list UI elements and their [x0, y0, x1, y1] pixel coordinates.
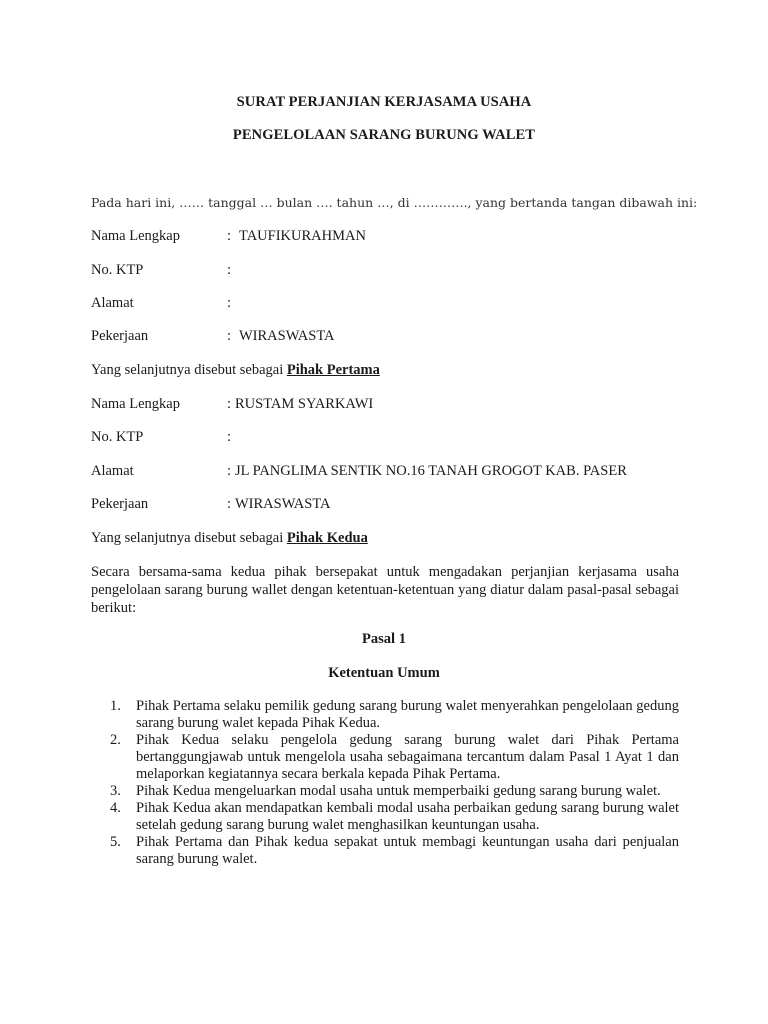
field-value: RUSTAM SYARKAWI	[235, 396, 374, 412]
party1-label: Pihak Pertama	[286, 362, 380, 378]
intro-text: Pada hari ini, …… tanggal … bulan …. tahun …, di …………., yang bertanda tangan dibawah ini:	[91, 195, 698, 210]
party1-designation	[91, 362, 380, 379]
pasal-title: Pasal 1	[362, 631, 406, 647]
field-value: TAUFIKURAHMAN	[239, 228, 366, 244]
list-text: Pihak Pertama dan Pihak kedua sepakat untuk membagi keuntungan usaha dari penjualan sarang burung walet.	[136, 834, 679, 867]
pasal1-list	[91, 698, 679, 868]
field-separator: :	[227, 496, 232, 512]
list-text: Pihak Kedua akan mendapatkan kembali modal usaha perbaikan gedung sarang burung walet setelah gedung sarang burung walet menghasilkan keuntungan usaha.	[136, 800, 679, 833]
field-separator: :	[227, 295, 232, 311]
list-item	[91, 698, 679, 732]
field-label: Alamat	[91, 295, 134, 311]
document-subtitle: PENGELOLAAN SARANG BURUNG WALET	[232, 127, 536, 143]
field-label: Nama Lengkap	[91, 396, 180, 412]
field-label: No. KTP	[91, 429, 144, 445]
list-number: 3.	[110, 783, 121, 799]
designation-prefix: Yang selanjutnya disebut sebagai	[91, 362, 287, 378]
field-separator: :	[227, 262, 232, 278]
party2-label: Pihak Kedua	[286, 530, 368, 546]
list-number: 5.	[110, 834, 121, 850]
field-label: Alamat	[91, 463, 134, 479]
field-label: No. KTP	[91, 262, 144, 278]
list-item	[91, 783, 679, 800]
field-separator: :	[227, 328, 232, 344]
list-number: 4.	[110, 800, 121, 816]
agreement-paragraph: Secara bersama-sama kedua pihak bersepakat untuk mengadakan perjanjian kerjasama usaha pengelolaan sarang burung wallet dengan ketentuan-ketentuan yang diatur dalam pasal-pasal sebagai berikut:	[91, 564, 679, 616]
field-separator: :	[227, 396, 232, 412]
list-text: Pihak Kedua selaku pengelola gedung sarang burung walet dari Pihak Pertama bertanggungjawab untuk mengelola usaha sebagaimana tercantum dalam Pasal 1 Ayat 1 dan melaporkan kegiatannya secara berkala kepada Pihak Pertama.	[136, 732, 679, 782]
field-value: WIRASWASTA	[239, 328, 335, 344]
designation-prefix: Yang selanjutnya disebut sebagai	[91, 530, 287, 546]
list-item	[91, 800, 679, 834]
list-item	[91, 732, 679, 783]
field-separator: :	[227, 429, 232, 445]
list-item	[91, 834, 679, 868]
party2-designation	[91, 530, 368, 547]
list-number: 1.	[110, 698, 121, 714]
list-text: Pihak Pertama selaku pemilik gedung sarang burung walet menyerahkan pengelolaan gedung sarang burung walet kepada Pihak Kedua.	[136, 698, 679, 731]
field-label: Pekerjaan	[91, 328, 149, 344]
list-number: 2.	[110, 732, 121, 748]
field-separator: :	[227, 228, 232, 244]
field-label: Pekerjaan	[91, 496, 149, 512]
list-text: Pihak Kedua mengeluarkan modal usaha untuk memperbaiki gedung sarang burung walet.	[136, 783, 661, 799]
pasal-subtitle: Ketentuan Umum	[328, 665, 440, 681]
field-value: JL PANGLIMA SENTIK NO.16 TANAH GROGOT KAB. PASER	[235, 463, 627, 479]
field-label: Nama Lengkap	[91, 228, 180, 244]
field-value: WIRASWASTA	[235, 496, 331, 512]
document-title: SURAT PERJANJIAN KERJASAMA USAHA	[236, 94, 532, 110]
field-separator: :	[227, 463, 232, 479]
